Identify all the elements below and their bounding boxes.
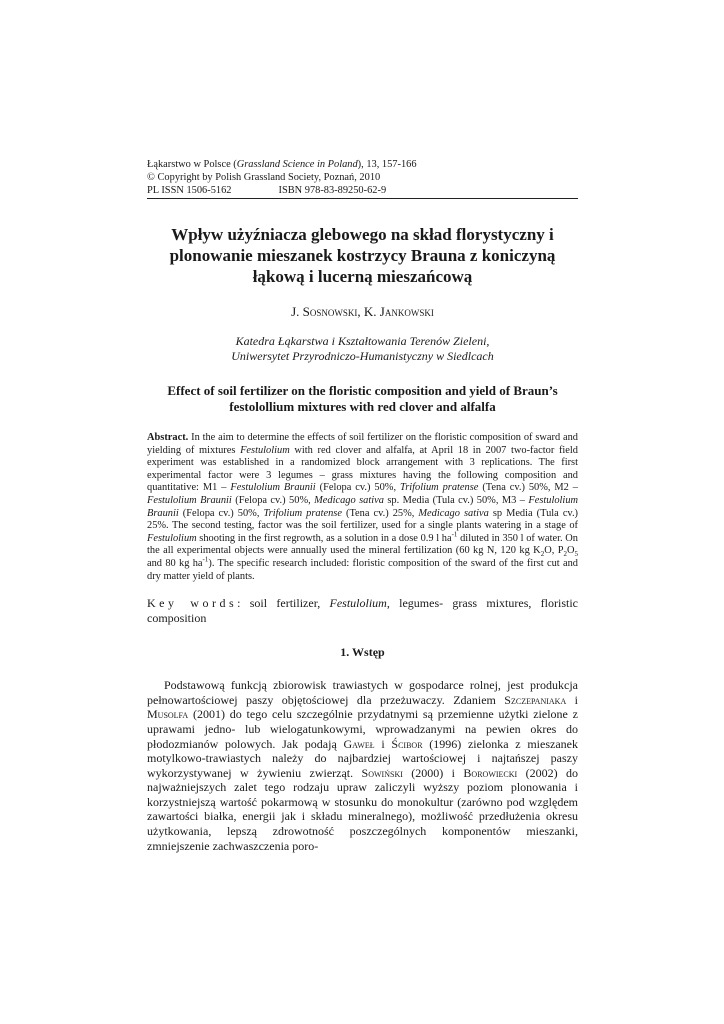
cited-author: Sowiński (361, 765, 403, 780)
cited-author: Borowiecki (463, 765, 518, 780)
section-heading: 1. Wstęp (340, 645, 385, 660)
abstract-label: Abstract. (147, 432, 189, 443)
issn-isbn-line (147, 184, 578, 197)
affiliation-line-2: Uniwersytet Przyrodniczo-Humanistyczny w Siedlcach (231, 349, 494, 363)
keywords: Key words: soil fertilizer, Festulolium, legumes- grass mixtures, floristic composition (147, 596, 578, 626)
isbn: ISBN 978-83-89250-62-9 (278, 185, 387, 196)
authors: J. Sosnowski, K. Jankowski (291, 304, 434, 319)
journal-citation: Łąkarstwo w Polsce (Grassland Science in Poland), 13, 157-166 (147, 159, 417, 170)
issn: PL ISSN 1506-5162 (147, 185, 232, 196)
cited-author: Gaweł (343, 736, 375, 751)
copyright-line: © Copyright by Polish Grassland Society, Poznań, 2010 (147, 172, 381, 183)
body-paragraph: Podstawową funkcją zbiorowisk trawiastych w gospodarce rolnej, jest produkcja pełnowartościowej paszy objętościowej dla przeżuwaczy. Zdaniem Szczepaniaka i Musolfa (2001) do tego celu szczególnie przydatnymi są przemienne użytki zielone z uprawami jedno- lub wielogatunkowymi, wprowadzanymi na pewien okres do płodozmianów polowych. Jak podają Gaweł i Ścibor (1996) zielonka z mieszanek motylkowo-trawiastych należy do najbardziej wartościowej i najtańszej paszy wykorzystywanej w żywieniu zwierząt. Sowiński (2000) i Borowiecki (2002) do najważniejszych zalet tego rodzaju upraw zaliczyli wyższy poziom plonowania i korzystniejszą wartość pokarmową w stosunku do monokultur (zarówno pod względem zawartości białka, energii jak i składu mineralnego), możliwość przedłużenia okresu użytkowania, lepszą zdrowotność poszczególnych komponentów mieszanki, zmniejszenie zachwaszczenia poro- (147, 678, 578, 853)
cited-author: Musolfa (147, 707, 189, 722)
cited-author: Szczepaniaka (504, 692, 567, 707)
journal-name: Grassland Science in Poland (236, 159, 358, 170)
english-title: Effect of soil fertilizer on the floristic composition and yield of Braun’s festolollium mixtures with red clover and alfalfa (167, 383, 558, 414)
polish-title: Wpływ użyźniacza glebowego na skład florystyczny i plonowanie mieszanek kostrzycy Brauna z koniczyną łąkową i lucerną mieszańcową (169, 225, 556, 286)
affiliation-line-1: Katedra Łąkarstwa i Kształtowania Terenów Zieleni, (235, 334, 490, 348)
header-rule (147, 198, 578, 199)
affiliation (147, 334, 578, 364)
article-page (147, 158, 578, 853)
abstract: Abstract. In the aim to determine the effects of soil fertilizer on the floristic composition of sward and yielding of mixtures Festulolium with red clover and alfalfa, at April 18 in 2007 two-factor field experiment was established in a randomized block arrangement with 3 replications. The first experimental factor were 3 legumes – grass mixtures having the following composition and quantitative: M1 – Festulolium Braunii (Felopa cv.) 50%, Trifolium pratense (Tena cv.) 50%, M2 – Festulolium Braunii (Felopa cv.) 50%, Medicago sativa sp. Media (Tula cv.) 50%, M3 – Festulolium Braunii (Felopa cv.) 50%, Trifolium pratense (Tena cv.) 25%, Medicago sativa sp Media (Tula cv.) 25%. The second testing, factor was the soil fertilizer, used for a single plants watering in a stage of Festulolium shooting in the first regrowth, as a solution in a dose 0.9 l $ha^{-1}$ diluted in 350 l of water. On the all experimental objects were annually used the mineral fertilization (60 kg N, 120 kg $K_2O$, $P_2O_5$ and 80 kg $ha^{-1}$). The specific research included: floristic composition of the sward of the first cut and dry matter yield of plants. (147, 432, 579, 582)
journal-header (147, 158, 578, 197)
keywords-label: Key words (147, 596, 238, 611)
cited-author: Ścibor (391, 736, 423, 751)
